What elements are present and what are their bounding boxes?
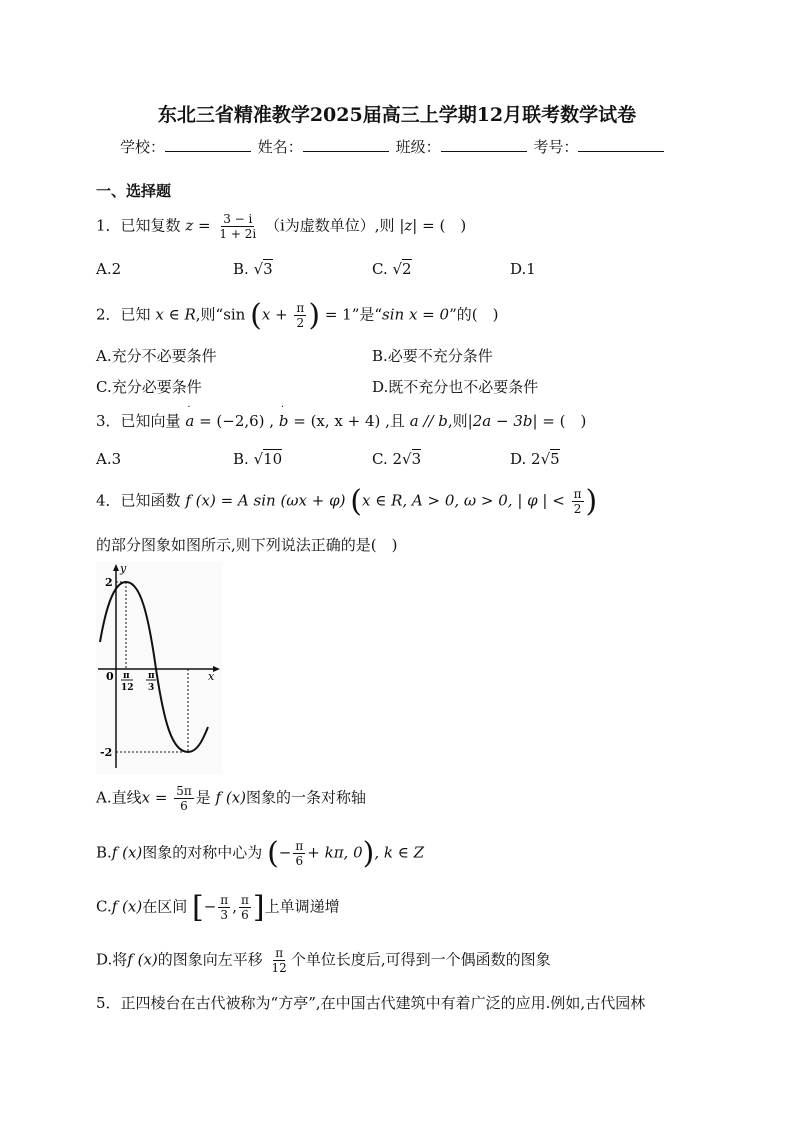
number-label: 考号： <box>533 138 579 156</box>
q2-fraction: $\frac{\pi}{2}$ <box>296 301 305 330</box>
question-3: 3．已知向量 · a = (−2,6) , · b = (x, x + 4) ,且 a // b,则|2a − 3b| = ( ) <box>96 410 586 431</box>
y-min-label: -2 <box>100 746 113 759</box>
tick1-num: π <box>123 671 130 681</box>
tick2-den: 3 <box>148 683 155 693</box>
q4-line-2: 的部分图象如图所示,则下列说法正确的是( ) <box>96 536 398 554</box>
q4-option-b[interactable]: B.f (x)图象的对称中心为 (− $\frac{\pi}{6}$ + kπ, 0), k ∈ Z <box>96 836 425 871</box>
y-max-label: 2 <box>105 576 113 589</box>
q1-fraction: $\frac{3 - i}{1 + 2i}$ <box>219 212 257 241</box>
q1-text: 已知复数 <box>120 216 181 235</box>
number-blank[interactable] <box>578 139 664 152</box>
question-5: 5．正四棱台在古代被称为“方亭”,在中国古代建筑中有着广泛的应用.例如,古代园林 <box>96 994 646 1012</box>
q1-blank: = ( ) <box>422 216 467 235</box>
q3-option-c[interactable]: C. 2√3 <box>372 450 422 468</box>
origin-label: 0 <box>106 670 114 683</box>
q4-option-a[interactable]: A.直线x = $\frac{5\pi}{6}$ 是 f (x)图象的一条对称轴 <box>96 784 367 813</box>
q4-function: f (x) = A sin (ωx + φ) <box>185 491 346 510</box>
question-1 <box>96 212 466 241</box>
exam-title: 东北三省精准教学2025届高三上学期12月联考数学试卷 <box>157 104 637 126</box>
q1-option-a[interactable]: A.2 <box>96 260 122 278</box>
q1-abs: |z| <box>399 216 418 235</box>
school-blank[interactable] <box>165 139 251 152</box>
q4-option-c[interactable]: C.f (x)在区间 [− $\frac{\pi}{3}$ , $\frac{\pi}{6}$ ]上单调递增 <box>96 890 340 925</box>
q4-option-d[interactable]: D.将f (x)的图象向左平移 $\frac{\pi}{12}$ 个单位长度后,可得到一个偶函数的图象 <box>96 946 551 975</box>
q2-option-a[interactable]: A.充分不必要条件 <box>96 347 217 365</box>
name-blank[interactable] <box>303 139 389 152</box>
q1-number: 1． <box>96 216 121 235</box>
question-4: 4．已知函数 f (x) = A sin (ωx + φ) (x ∈ R, A > 0, ω > 0, | φ | < $\frac{\pi}{2}$ ) <box>96 484 598 519</box>
student-info-row <box>120 136 666 157</box>
x-label: x <box>208 670 215 683</box>
q1-note: （i为虚数单位）,则 <box>264 216 395 235</box>
name-label: 姓名： <box>257 138 303 156</box>
tick1-den: 12 <box>121 683 134 693</box>
class-label: 班级： <box>395 138 441 156</box>
class-blank[interactable] <box>441 139 527 152</box>
graph-background <box>96 562 222 774</box>
q1-option-c[interactable]: C. √2 <box>372 260 412 278</box>
q1-option-d[interactable]: D.1 <box>510 260 536 278</box>
section-heading: 一、选择题 <box>96 182 172 200</box>
q2-option-c[interactable]: C.充分必要条件 <box>96 378 202 396</box>
q3-option-b[interactable]: B. √10 <box>233 450 283 468</box>
q1-var: z <box>185 216 194 235</box>
school-label: 学校： <box>120 138 166 156</box>
q3-option-d[interactable]: D. 2√5 <box>510 450 560 468</box>
question-2: 2．已知 x ∈ R,则“sin (x + $\frac{\pi}{2}$ ) = 1”是“sin x = 0”的( ) <box>96 298 499 333</box>
q2-condition: x ∈ R <box>155 305 196 324</box>
q4-function-graph <box>96 562 222 774</box>
y-label: y <box>120 562 127 575</box>
q1-option-b[interactable]: B. √3 <box>233 260 273 278</box>
q1-eq: = <box>198 216 211 235</box>
q2-option-b[interactable]: B.必要不充分条件 <box>372 347 493 365</box>
tick2-num: π <box>148 671 155 681</box>
q3-option-a[interactable]: A.3 <box>96 450 122 468</box>
q2-option-d[interactable]: D.既不充分也不必要条件 <box>372 378 539 396</box>
